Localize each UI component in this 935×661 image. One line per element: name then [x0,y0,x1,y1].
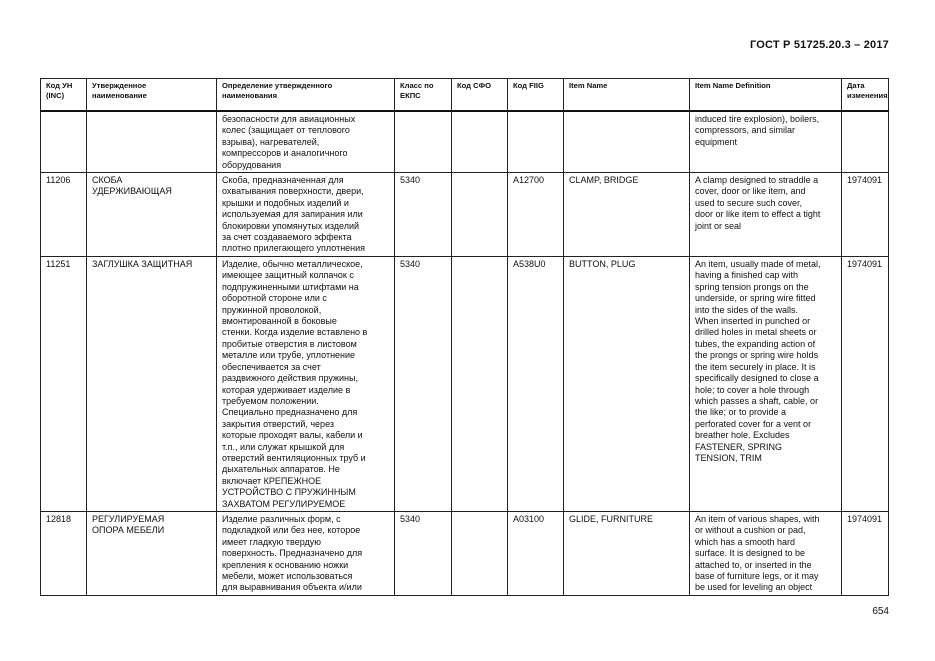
cell-fiig-code: A538U0 [508,257,564,512]
cell-fiig-code: A12700 [508,173,564,257]
column-header-sfo-code: Код СФО [452,79,508,112]
cell-sfo-code [452,111,508,173]
registry-table [40,78,889,596]
table-row [41,111,889,173]
cell-approved-name: ЗАГЛУШКА ЗАЩИТНАЯ [87,257,217,512]
column-header-item-name: Item Name [564,79,690,112]
cell-ekps-class [395,111,452,173]
cell-sfo-code [452,511,508,595]
column-header-ekps-class: Класс по ЕКПС [395,79,452,112]
column-header-change-date: Дата изменения [842,79,889,112]
cell-definition: Изделие различных форм, с подкладкой или без нее, которое имеет гладкую твердую поверхность. Предназначено для крепления к основанию ножки мебели, может использоваться для выравнивания объекта и/или [217,511,395,595]
cell-approved-name: СКОБА УДЕРЖИВАЮЩАЯ [87,173,217,257]
cell-inc: 11206 [41,173,87,257]
cell-fiig-code: A03100 [508,511,564,595]
cell-inc: 12818 [41,511,87,595]
cell-inc: 11251 [41,257,87,512]
cell-item-name-definition: induced tire explosion), boilers, compressors, and similar equipment [690,111,842,173]
table-header-row [41,79,889,112]
cell-item-name: BUTTON, PLUG [564,257,690,512]
cell-change-date: 1974091 [842,257,889,512]
cell-approved-name: РЕГУЛИРУЕМАЯ ОПОРА МЕБЕЛИ [87,511,217,595]
column-header-item-name-definition: Item Name Definition [690,79,842,112]
cell-item-name-definition: A clamp designed to straddle a cover, door or like item, and used to secure such cover, door or like item to effect a tight joint or seal [690,173,842,257]
cell-item-name [564,111,690,173]
cell-definition: Изделие, обычно металлическое, имеющее защитный колпачок с подпружиненными штифтами на оборотной стороне или с пружинной проволокой, вмонтированной в боковые стенки. Когда изделие вставлено в пробитые отверстия в листовом металле или трубе, уплотнение обеспечивается за счет раздвижного действия пружины, которая удерживает изделие в требуемом положении. Специально предназначено для закрытия отверстий, через которые проходят валы, кабели и т.п., или служат крышкой для отверстий вентиляционных труб и дыхательных аппаратов. Не включает КРЕПЕЖНОЕ УСТРОЙСТВО С ПРУЖИННЫМ ЗАХВАТОМ РЕГУЛИРУЕМОЕ [217,257,395,512]
column-header-approved-name: Утвержденное наименование [87,79,217,112]
cell-ekps-class: 5340 [395,511,452,595]
cell-definition: безопасности для авиационных колес (защищает от теплового взрыва), нагревателей, компрессоров и аналогичного оборудования [217,111,395,173]
column-header-fiig-code: Код FIIG [508,79,564,112]
column-header-inc: Код УН (INC) [41,79,87,112]
cell-ekps-class: 5340 [395,257,452,512]
cell-inc [41,111,87,173]
page-number: 654 [872,606,889,617]
cell-ekps-class: 5340 [395,173,452,257]
column-header-definition: Определение утвержденного наименования [217,79,395,112]
table-row [41,511,889,595]
cell-change-date: 1974091 [842,511,889,595]
cell-change-date: 1974091 [842,173,889,257]
cell-item-name-definition: An item of various shapes, with or without a cushion or pad, which has a smooth hard surface. It is designed to be attached to, or inserted in the base of furniture legs, or it may be used for leveling an object [690,511,842,595]
cell-item-name-definition: An item, usually made of metal, having a finished cap with spring tension prongs on the underside, or spring wire fitted into the sides of the walls. When inserted in punched or drilled holes in metal sheets or tubes, the expanding action of the prongs or spring wire holds the item securely in place. It is specifically designed to close a hole; to cover a hole through which passes a shaft, cable, or the like; or to provide a perforated cover for a vent or breather hole. Excludes FASTENER, SPRING TENSION, TRIM [690,257,842,512]
cell-approved-name [87,111,217,173]
cell-item-name: GLIDE, FURNITURE [564,511,690,595]
cell-change-date [842,111,889,173]
cell-sfo-code [452,257,508,512]
cell-definition: Скоба, предназначенная для охватывания поверхности, двери, крышки и подобных изделий и используемая для запирания или блокировки упомянутых изделий за счет создаваемого эффекта плотно прилегающего уплотнения [217,173,395,257]
cell-fiig-code [508,111,564,173]
document-title: ГОСТ Р 51725.20.3 – 2017 [749,39,889,51]
table-row [41,257,889,512]
cell-item-name: CLAMP, BRIDGE [564,173,690,257]
cell-sfo-code [452,173,508,257]
table-row [41,173,889,257]
